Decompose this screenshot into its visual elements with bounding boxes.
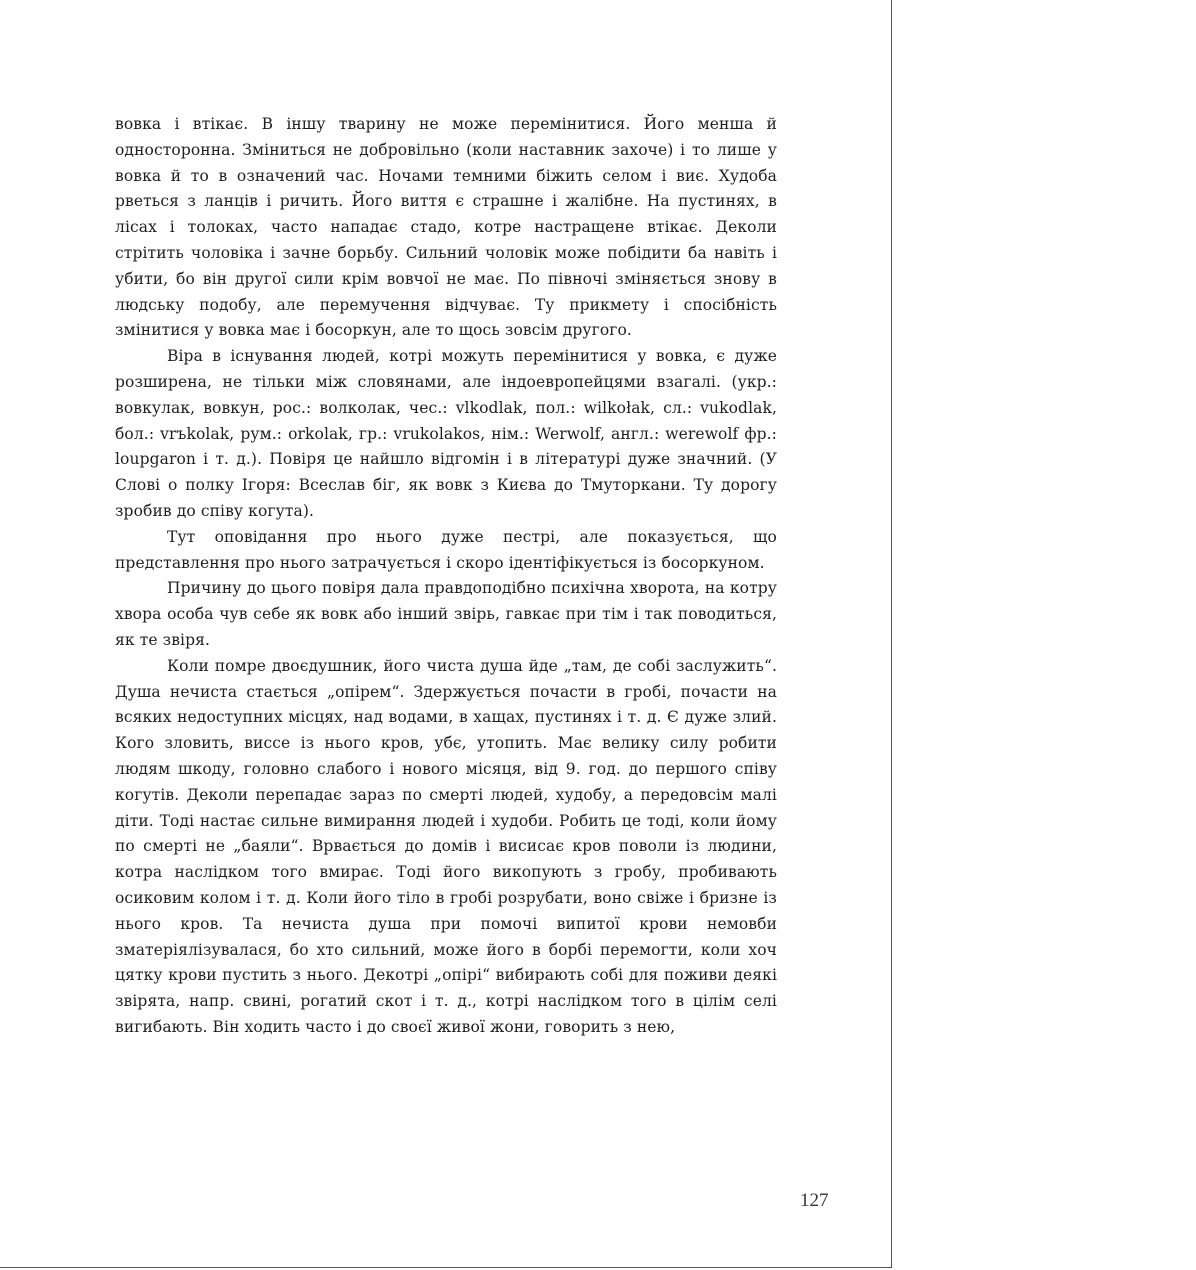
paragraph: Причину до цього повіря дала правдоподібно психічна хворота, на котру хвора особа чув себе як вовк або інший звірь, гавкає при тім і так поводиться, як те звіря.: [115, 579, 777, 649]
page-number: 127: [800, 1190, 829, 1211]
paragraph: Тут оповідання про нього дуже пестрі, але показується, що представлення про нього затрачується і скоро ідентіфікується із босоркуном.: [115, 527, 777, 572]
paragraph: Коли помре двоєдушник, його чиста душа йде „там, де собі заслужить“. Душа нечиста стається „опірем“. Здержується почасти в гробі, почасти на всяких недоступних місцях, над водами, в хащах, пустинях і т. д. Є дуже злий. Кого зловить, висcе із нього кров, убє, утопить. Має велику силу робити людям шкоду, головно слабого і нового місяця, від 9. год. до першого співу когутів. Деколи перепадає зараз по смерті людей, худобу, а передовсім малі діти. Тоді настає сильне вимирання людей і худоби. Робить це тоді, коли йому по смерті не „баяли“. Врвається до домів і висисає кров поволи із людини, котра наслідком того вмирає. Тоді його викопують з гробу, пробивають осиковим колом і т. д. Коли його тіло в гробі розрубати, воно свіже і бризне із нього кров. Та нечиста душа при помочі випитої крови немовби зматеріялізувалася, бо хто сильний, може його в борбі перемогти, коли хоч цятку крови пустить з нього. Декотрі „опірі“ вибирають собі для поживи деякі звірята, напр. свині, рогатий скот і т. д., котрі наслідком того в цілім селі вигибають. Він ходить часто і до своєї живої жони, говорить з нею,: [115, 656, 777, 1036]
paragraph: Віра в існування людей, котрі можуть перемінитися у вовка, є дуже розширена, не тільки між словянами, але індоевропейцями взагалі. (укр.: вовкулак, вовкун, рос.: волколак, чес.: vlkodlak, пол.: wilkołak, сл.: vukodlak, бол.: vrъkolak, рум.: orkolak, гр.: vrukolakos, нім.: Werwolf, англ.: werewolf фр.: loupgaron і т. д.). Повіря це найшло відгомін і в літературі дуже значний. (У Слові о полку Ігоря: Всеслав біг, як вовк з Києва до Тмуторкани. Ту дорогу зробив до співу когута).: [115, 347, 777, 520]
body-text: [115, 112, 777, 1041]
paragraph: вовка і втікає. В іншу тварину не може перемінитися. Його меншa й одностороннa. Зміниться не добровільно (коли наставник захоче) і то лише у вовка й то в означений час. Ночами темними біжить селом і виє. Худоба рветься з ланців і ричить. Його виття є страшне і жалібне. На пустинях, в лісах і толоках, часто нападає стадо, котре настращене втікає. Деколи стрітить чоловіка і зачне борьбу. Сильний чоловік може побідити ба навіть і убити, бо він другої сили крім вовчої не має. По півночі зміняється знову в людську подобу, але перемучення відчуває. Ту прикмету і спосібність змінитися у вовка має і босоркун, але то щось зовсім другого.: [115, 115, 777, 340]
